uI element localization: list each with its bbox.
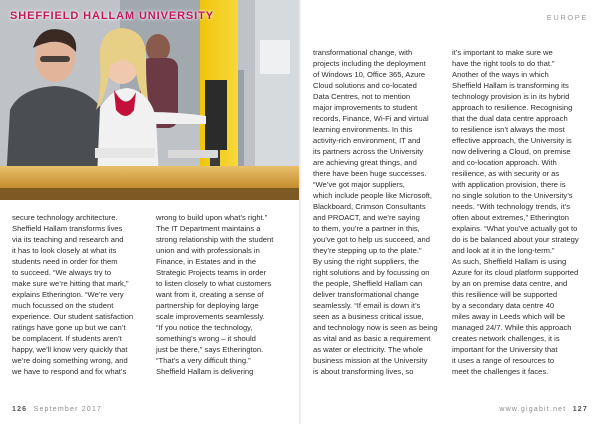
- hero-photo: [0, 0, 299, 200]
- article-column-1: secure technology architecture. Sheffield Hallam transforms lives via its teaching and research and it has to look closely at what its students need in order for them to succeed. “We always try to make sure we’re hitting that mark,” explains Etherington. “We’re very much focussed on the student experience. Our student satisfaction ratings have gone up but we can’t be complacent. If students aren’t happy, we’ll know very quickly that we’re doing something wrong, and we have to respond and fix what’s: [12, 213, 134, 376]
- right-folio: [499, 406, 588, 413]
- right-page-number: 127: [572, 406, 588, 413]
- article-column-2: wrong to build upon what’s right.” The IT Department maintains a strong relationship with the student union and with professionals in Finance, in Estates and in the Strategic Projects teams in order to listen closely to what customers want from it, creating a sense of partnership for deploying large scale improvements seamlessly. “If you notice the technology, something’s wrong – it should just be there,” says Etherington. “That’s a very difficult thing.” Sheffield Hallam is delivering: [156, 213, 274, 376]
- brand-title: SHEFFIELD HALLAM UNIVERSITY: [10, 10, 214, 22]
- left-page-number: 126: [12, 406, 28, 413]
- page-fold: [299, 0, 301, 424]
- photo-illustration: [0, 0, 299, 200]
- article-column-3: transformational change, with projects including the deployment of Windows 10, Office 365, Azure Cloud solutions and co-located Data Centres, not to mention major improvements to student records, Finance, Wi-Fi and virtual learning environments. In this activity-rich environment, IT and its partners across the University are achieving great things, and there have been huge successes. “We’ve got major suppliers, which include people like Microsoft, Blackboard, Crimson Consultants and PROACT, and we’re saying to them, you’re a partner in this, you’ve got to help us succeed, and they’re stepping up to the plate.” By using the right suppliers, the right solutions and by focussing on the people, Sheffield Hallam can deliver transformational change seamlessly. “If email is down it’s seen as a business critical issue, and technology now is seen as being as vital and as basic a requirement as water or electricity. The whole business mission at the University is about transforming lives, so: [313, 48, 438, 376]
- article-column-4: it’s important to make sure we have the right tools to do that.” Another of the ways in which Sheffield Hallam is transforming its technology provision is in its hybrid approach to resilience. Recognising that the dual data centre approach to resilience isn’t always the most effective approach, the University is now delivering a Cloud, on premise and co-location approach. With resilience, as with security or as with application provision, there is no single solution to the University’s needs. “With technology trends, it’s often about extremes,” Etherington explains. “What you’ve actually got to do is be balanced about your strategy and look at it in the long-term.” As such, Sheffield Hallam is using Azure for its cloud platform supported by an on premise data centre, and this resilience will be supported by a secondary data centre 40 miles away in Leeds which will be managed 24/7. While this approach creates network challenges, it is important for the University that it uses a range of resources to meet the challenges it faces.: [452, 48, 579, 376]
- section-label: EUROPE: [546, 13, 588, 22]
- site-url[interactable]: www.gigabit.net: [499, 406, 567, 413]
- issue-date: September 2017: [33, 406, 103, 413]
- left-folio: [12, 406, 102, 413]
